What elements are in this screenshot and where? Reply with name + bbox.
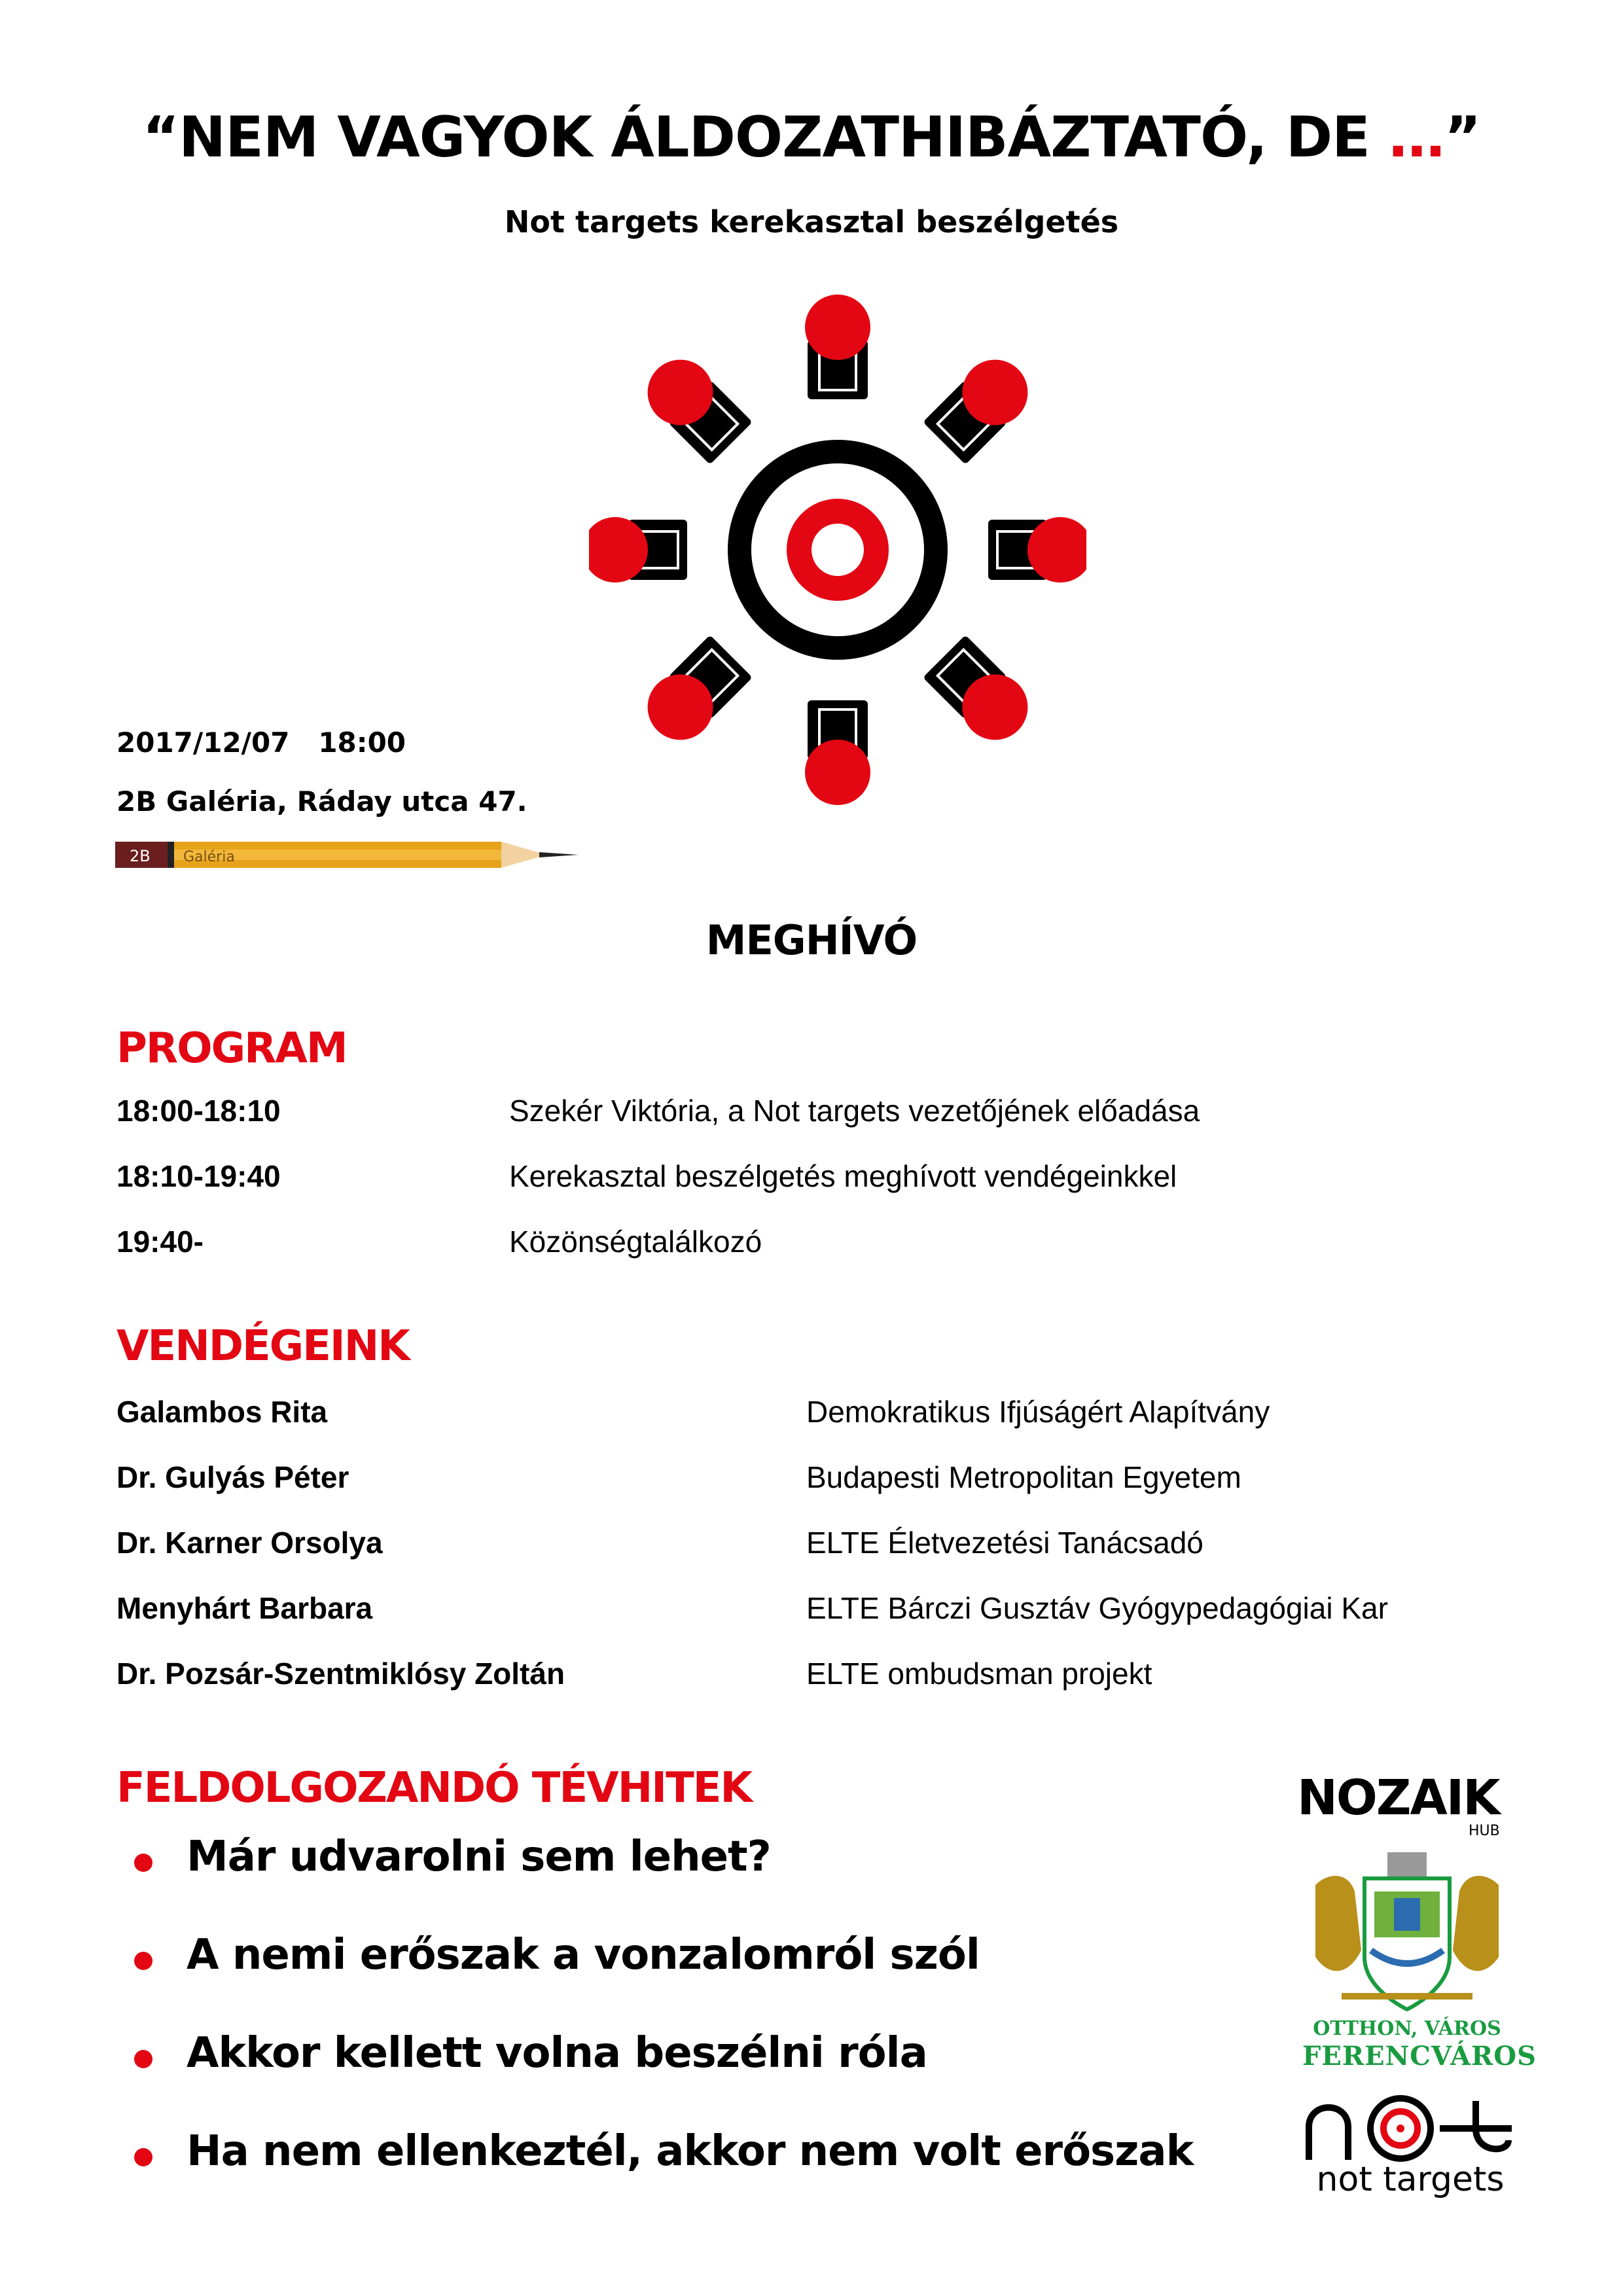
program-time: 18:10-19:40: [116, 1159, 281, 1193]
chair-7: [589, 517, 687, 583]
pencil-logo: [115, 836, 579, 873]
nozaik-logo-text: NOZAIK: [1297, 1770, 1499, 1826]
program-desc: Kerekasztal beszélgetés meghívott vendégeinkkel: [509, 1159, 1177, 1193]
bullet-icon: [134, 1854, 152, 1872]
myth-text: A nemi erőszak a vonzalomról szól: [187, 1931, 980, 1979]
chair-6: [634, 633, 755, 753]
guest-name: Dr. Karner Orsolya: [116, 1526, 383, 1560]
nozaik-logo-sub: HUB: [1469, 1823, 1500, 1839]
guest-org: Demokratikus Ifjúságért Alapítvány: [806, 1395, 1270, 1429]
guest-org: ELTE Bárczi Gusztáv Gyógypedagógiai Kar: [806, 1591, 1388, 1625]
program-time: 18:00-18:10: [116, 1094, 281, 1128]
bullet-icon: [134, 1952, 152, 1970]
myth-text: Már udvarolni sem lehet?: [187, 1833, 771, 1881]
guest-name: Dr. Pozsár-Szentmiklósy Zoltán: [116, 1657, 565, 1691]
city-name: FERENCVÁROS: [1302, 2041, 1537, 2072]
event-date-time: 2017/12/07 18:00: [116, 726, 406, 759]
chair-3: [988, 517, 1086, 583]
city-slogan: OTTHON, VÁROS: [1313, 2017, 1501, 2040]
pencil-grade: 2B: [130, 847, 151, 865]
pencil-label: Galéria: [183, 849, 235, 865]
program-desc: Közönségtalálkozó: [509, 1225, 762, 1259]
page-title: [0, 105, 1623, 170]
title-ellipsis: …: [1388, 105, 1444, 170]
target-inner: [812, 524, 864, 576]
program-desc: Szekér Viktória, a Not targets vezetőjének előadása: [509, 1094, 1200, 1128]
myths-heading: FELDOLGOZANDÓ TÉVHITEK: [116, 1764, 752, 1812]
title-close-quote: ”: [1444, 105, 1481, 170]
guest-org: Budapesti Metropolitan Egyetem: [806, 1460, 1241, 1494]
bullet-icon: [134, 2148, 152, 2166]
guest-name: Dr. Gulyás Péter: [116, 1460, 349, 1494]
not-targets-logo-text: not targets: [1316, 2160, 1505, 2199]
guest-org: ELTE ombudsman projekt: [806, 1657, 1152, 1691]
chair-5: [805, 700, 870, 805]
guest-org: ELTE Életvezetési Tanácsadó: [806, 1526, 1204, 1560]
bullet-icon: [134, 2050, 152, 2068]
event-venue: 2B Galéria, Ráday utca 47.: [116, 785, 527, 817]
program-time: 19:40-: [116, 1225, 204, 1259]
page-subtitle: Not targets kerekasztal beszélgetés: [504, 204, 1119, 240]
not-targets-logo: [1302, 2088, 1518, 2166]
myth-text: Ha nem ellenkeztél, akkor nem volt erőszak: [187, 2127, 1194, 2176]
guests-heading: VENDÉGEINK: [116, 1322, 409, 1371]
chair-4: [921, 633, 1041, 753]
guest-name: Menyhárt Barbara: [116, 1591, 373, 1625]
invitation-heading: MEGHÍVÓ: [705, 916, 918, 964]
myth-text: Akkor kellett volna beszélni róla: [187, 2029, 927, 2077]
guest-name: Galambos Rita: [116, 1395, 328, 1429]
title-text: “NEM VAGYOK ÁLDOZATHIBÁZTATÓ, DE: [142, 105, 1389, 170]
round-table-illustration: [589, 288, 1086, 812]
program-heading: PROGRAM: [116, 1024, 347, 1073]
ferencvaros-coat-of-arms: [1302, 1846, 1512, 2022]
nozaik-hub-logo: [1297, 1767, 1520, 1839]
chair-1: [805, 295, 870, 399]
chair-8: [634, 346, 755, 467]
chair-2: [921, 346, 1041, 467]
